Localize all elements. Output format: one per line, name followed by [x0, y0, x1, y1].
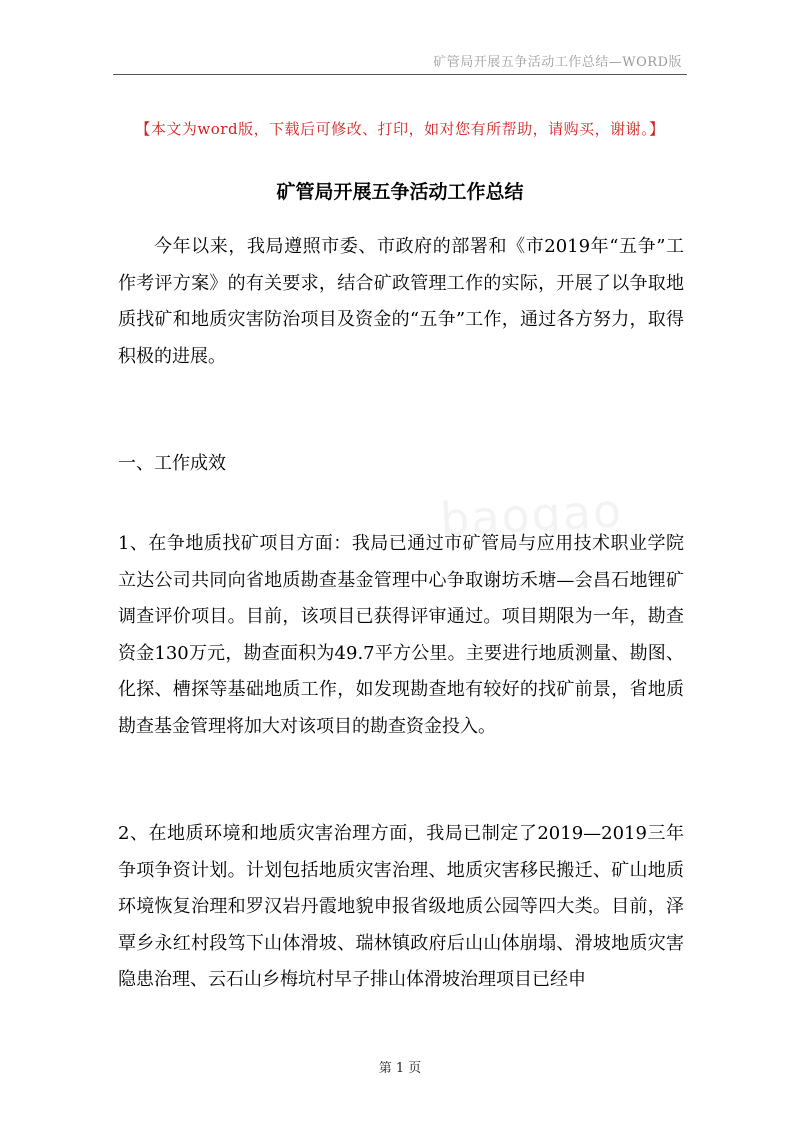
item-1-text: 1、在争地质找矿项目方面：我局已通过市矿管局与应用技术职业学院立达公司共同向省地质勘查基金管理中心争取谢坊禾塘—会昌石地锂矿调查评价项目。目前，该项目已获得评审通过。项目期限为一年，勘查资金130万元，勘查面积为49.7平方公里。主要进行地质测量、勘图、化探、槽探等基础地质工作，如发现勘查地有较好的找矿前景，省地质勘查基金管理将加大对该项目的勘查资金投入。	[118, 533, 684, 737]
purchase-notice: 【本文为word版，下载后可修改、打印，如对您有所帮助，请购买，谢谢。】	[135, 120, 665, 138]
page-footer	[0, 1057, 800, 1076]
document-title: 矿管局开展五争活动工作总结	[276, 181, 524, 203]
item-2-text: 2、在地质环境和地质灾害治理方面，我局已制定了2019—2019三年争项争资计划。计划包括地质灾害治理、地质灾害移民搬迁、矿山地质环境恢复治理和罗汉岩丹霞地貌申报省级地质公园等四大类。目前，泽覃乡永红村段笃下山体滑坡、瑞林镇政府后山山体崩塌、滑坡地质灾害隐患治理、云石山乡梅坑村早子排山体滑坡治理项目已经申	[118, 823, 684, 990]
page-suffix: 页	[408, 1061, 422, 1076]
section-heading	[118, 446, 684, 483]
intro-text: 今年以来，我局遵照市委、市政府的部署和《市2019年“五争”工作考评方案》的有关要求，结合矿政管理工作的实际，开展了以争取地质找矿和地质灾害防治项目及资金的“五争”工作，通过各方努力，取得积极的进展。	[118, 236, 684, 367]
section-heading-text: 一、工作成效	[118, 453, 226, 474]
paragraph-item-2	[118, 816, 684, 999]
intro-paragraph	[118, 229, 684, 375]
watermark	[439, 483, 625, 547]
page-prefix: 第	[378, 1061, 392, 1076]
running-header: 矿管局开展五争活动工作总结—WORD版	[433, 55, 682, 70]
header-divider	[113, 74, 687, 75]
page-number: 1	[395, 1061, 405, 1076]
paragraph-item-1	[118, 526, 684, 745]
